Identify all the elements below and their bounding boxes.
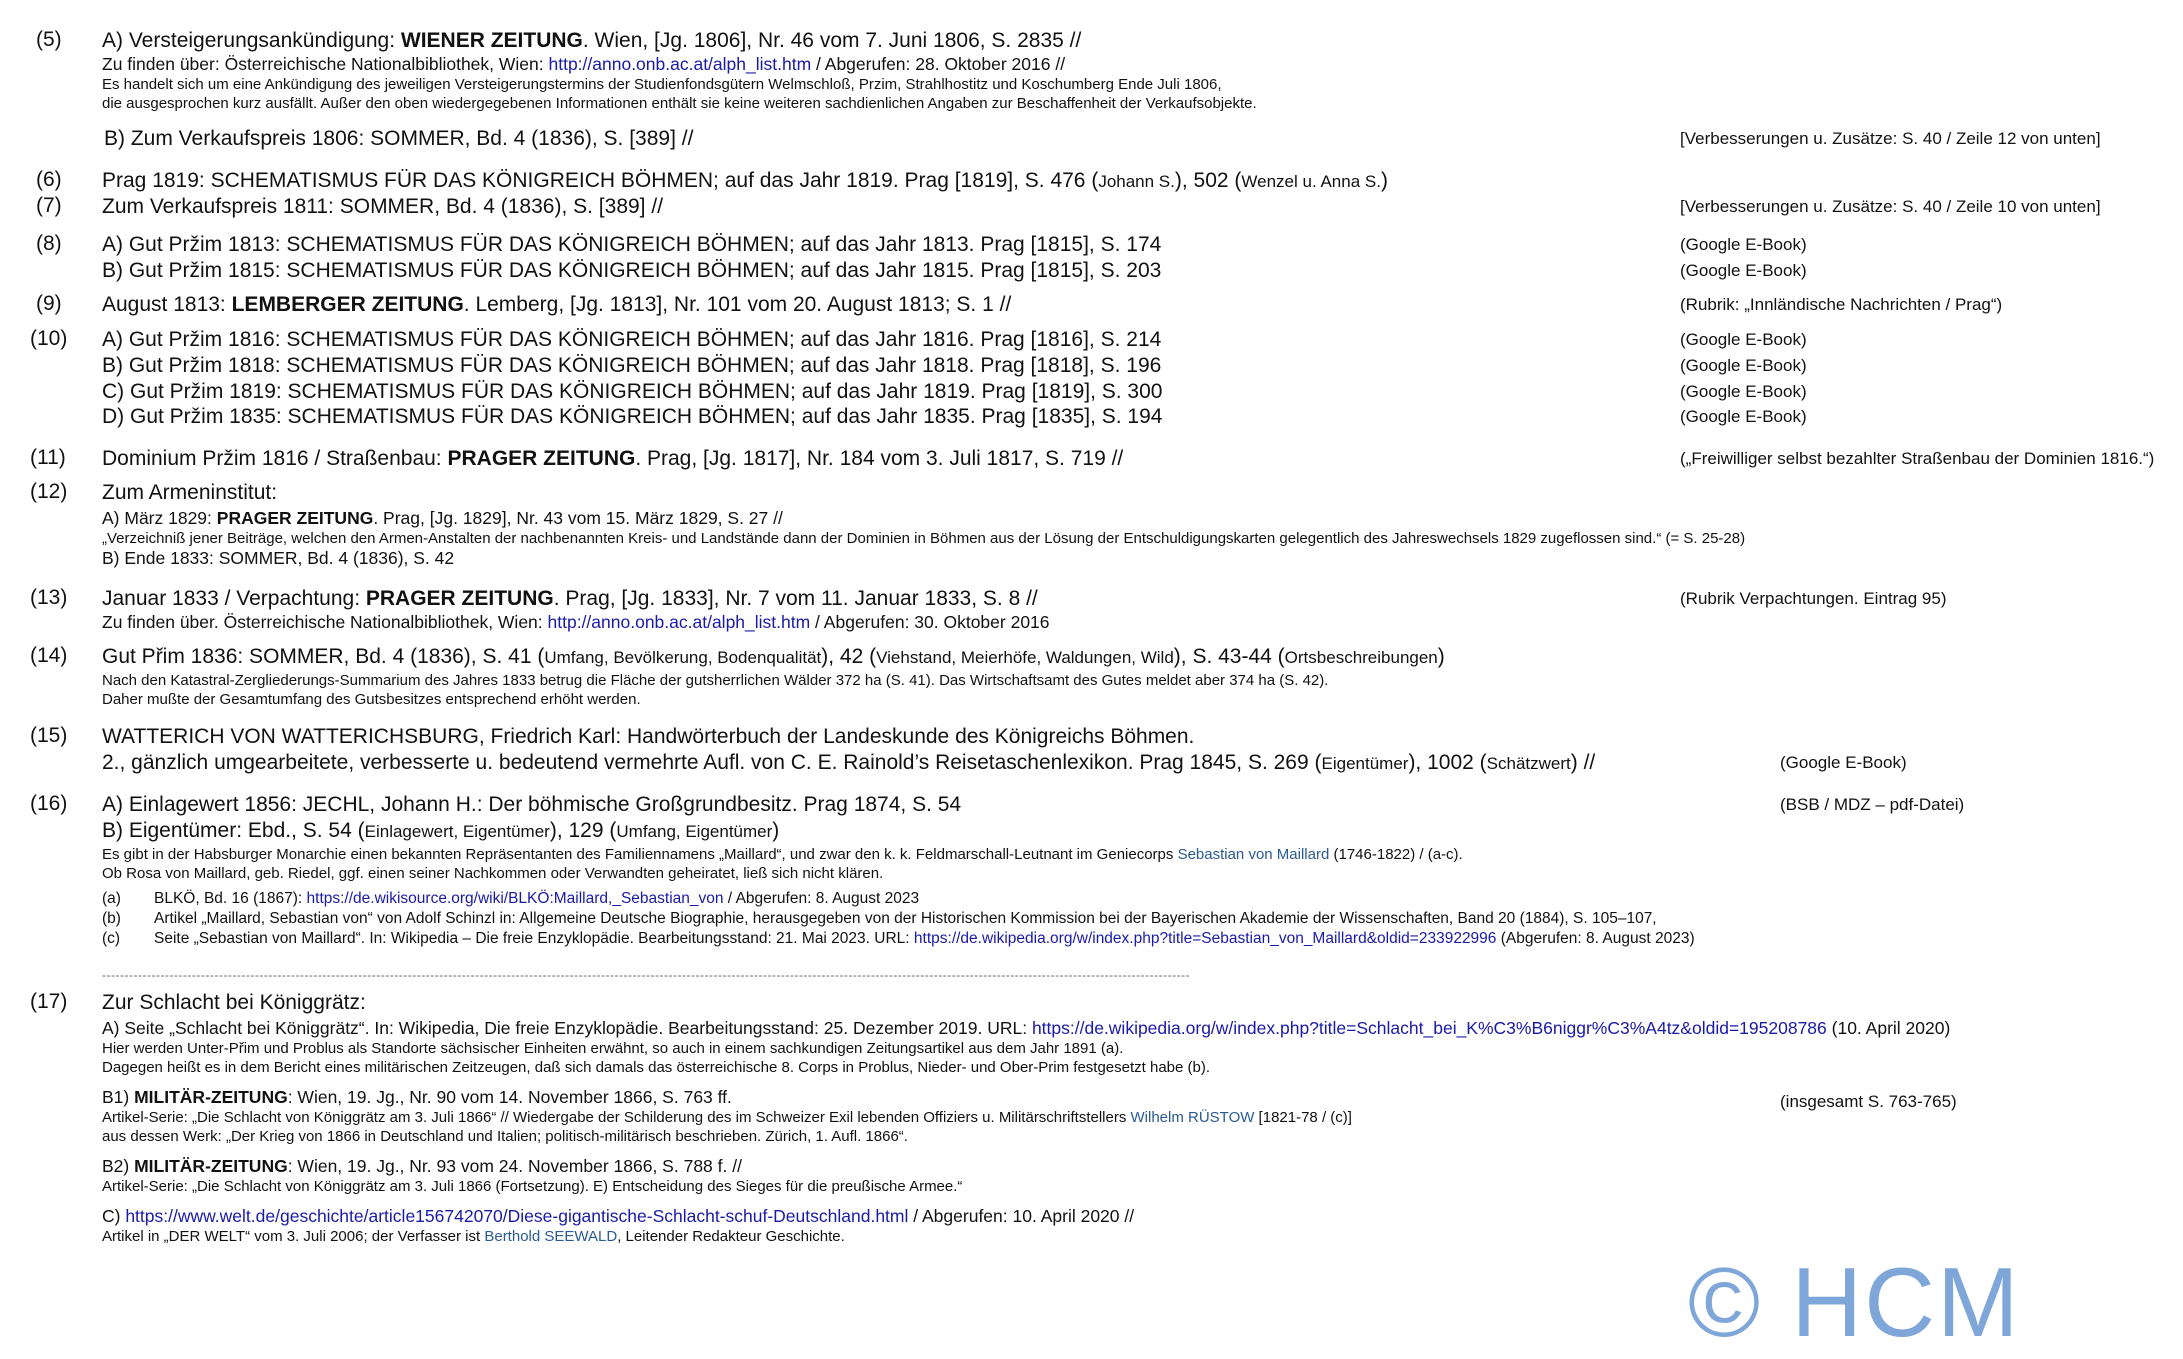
wikipedia-link[interactable]: https://de.wikipedia.org/w/index.php?title=Schlacht_bei_K%C3%B6niggr%C3%A4tz&oldid=195208786 [1031,1018,1827,1038]
entry-17-b2-note: Artikel-Serie: „Die Schlacht von Königgrätz am 3. Juli 1866 (Fortsetzung). E) Entscheidung des Sieges für die preußische Armee.“ [102,1178,963,1195]
newspaper-title: MILITÄR-ZEITUNG [134,1087,288,1107]
copyright-watermark: © HCM [1688,1247,2021,1357]
entry-8-a-source: (Google E-Book) [1680,235,1807,254]
entry-5-a: A) Versteigerungsankündigung: WIENER ZEITUNG. Wien, [Jg. 1806], Nr. 46 vom 7. Juni 1806, S. 2835 // [102,29,1082,52]
entry-16-note-1: Es gibt in der Habsburger Monarchie einen bekannten Repräsentanten des Familiennamens „Maillard“, und zwar den k. k. Feldmarschall-Leutnant im Geniecorps Sebastian von Maillard (1746-1822) / (a-c). [102,846,1463,863]
entry-12-b: B) Ende 1833: SOMMER, Bd. 4 (1836), S. 42 [102,548,455,568]
entry-17-c: C) https://www.welt.de/geschichte/article156742070/Diese-gigantische-Schlacht-schuf-Deutschland.html / Abgerufen: 10. April 2020 // [102,1206,1135,1226]
entry-14-note-1: Nach den Katastral-Zergliederungs-Summarium des Jahres 1833 betrug die Fläche der gutsherrlichen Wälder 372 ha (S. 41). Das Wirtschaftsamt des Gutes meldet aber 374 ha (S. 42). [102,672,1329,689]
entry-number: (14) [30,644,68,667]
entry-15 [102,724,1682,777]
entry-number: (13) [30,586,68,609]
entry-7-source: [Verbesserungen u. Zusätze: S. 40 / Zeile 10 von unten] [1680,197,2101,216]
entry-8-a: A) Gut Pržim 1813: SCHEMATISMUS FÜR DAS KÖNIGREICH BÖHMEN; auf das Jahr 1813. Prag [1815], S. 174 [102,233,1162,256]
newspaper-title: MILITÄR-ZEITUNG [134,1156,288,1176]
entry-15-line-1: WATTERICH VON WATTERICHSBURG, Friedrich Karl: Handwörterbuch der Landeskunde des Königreichs Böhmen. [102,725,1195,748]
maillard-link[interactable]: Sebastian von Maillard [1177,846,1330,863]
entry-8-b-source: (Google E-Book) [1680,261,1807,280]
entry-17-b1: B1) MILITÄR-ZEITUNG: Wien, 19. Jg., Nr. 90 vom 14. November 1866, S. 763 ff. [102,1087,732,1107]
entry-10-a: A) Gut Pržim 1816: SCHEMATISMUS FÜR DAS KÖNIGREICH BÖHMEN; auf das Jahr 1816. Prag [1816], S. 214 [102,328,1162,351]
entry-number: (8) [36,232,62,255]
entry-number: (12) [30,480,68,503]
anno-link[interactable]: http://anno.onb.ac.at/alph_list.htm [548,54,812,74]
entry-5-b-source: [Verbesserungen u. Zusätze: S. 40 / Zeile 12 von unten] [1680,129,2101,148]
entry-14-main: Gut Přim 1836: SOMMER, Bd. 4 (1836), S. 41 (Umfang, Bevölkerung, Bodenqualität), 42 (Viehstand, Meierhöfe, Waldungen, Wild), S. 43-44 (Ortsbeschreibungen) [102,645,1445,668]
entry-5-note-2: die ausgesprochen kurz ausfällt. Außer den oben wiedergegebenen Informationen enthält sie keine weiteren sachdienlichen Angaben zur Beschaffenheit der Verkaufsobjekte. [102,95,1257,112]
entry-16-note-2: Ob Rosa von Maillard, geb. Riedel, ggf. einen seiner Nachkommen oder Verwandten geheiratet, ließ sich nicht klären. [102,865,884,882]
entry-number: (6) [36,168,62,191]
newspaper-title: PRAGER ZEITUNG [216,508,374,528]
newspaper-title: PRAGER ZEITUNG [447,447,636,470]
entry-10-c: C) Gut Pržim 1819: SCHEMATISMUS FÜR DAS KÖNIGREICH BÖHMEN; auf das Jahr 1819. Prag [1819], S. 300 [102,380,1163,403]
entry-number: (17) [30,990,68,1013]
entry-12 [102,480,1746,569]
entry-11-source: („Freiwilliger selbst bezahlter Straßenbau der Dominien 1816.“) [1680,449,2155,468]
entry-10-d: D) Gut Pržim 1835: SCHEMATISMUS FÜR DAS KÖNIGREICH BÖHMEN; auf das Jahr 1835. Prag [1835], S. 194 [102,405,1163,428]
entry-14 [102,644,1682,709]
entry-number: (5) [36,28,62,51]
entry-17-b1-note-2: aus dessen Werk: „Der Krieg von 1866 in Deutschland und Italien; politisch-militärisch beschrieben. Zürich, 1. Aufl. 1866“. [102,1128,908,1145]
entry-17-a: A) Seite „Schlacht bei Königgrätz“. In: Wikipedia, Die freie Enzyklopädie. Bearbeitungsstand: 25. Dezember 2019. URL: https://de.wikipedia.org/w/index.php?title=Schlacht_bei_K%C3%B6niggr%C3%A4tz&oldid=195208786 (10. April 2020) [102,1018,1951,1038]
entry-10-c-source: (Google E-Book) [1680,382,1807,401]
entry-number: (11) [30,446,66,469]
ruestow-link[interactable]: Wilhelm RÜSTOW [1130,1109,1255,1126]
newspaper-title: LEMBERGER ZEITUNG [231,293,464,316]
entry-12-title: Zum Armeninstitut: [102,481,278,504]
entry-number: (16) [30,792,68,815]
newspaper-title: PRAGER ZEITUNG [365,587,554,610]
entry-5 [102,28,1682,113]
entry-5-note-1: Es handelt sich um eine Ankündigung des jeweiligen Versteigerungstermins der Studienfondsgütern Welmschloß, Przim, Strahlhostitz und Koschumberg Ende Juli 1806, [102,76,1222,93]
entry-17-a-note-2: Dagegen heißt es in dem Bericht eines militärischen Zeitzeugen, daß sich damals das österreichische 8. Corps in Problus, Nieder- und Ober-Prim festgesetzt habe (b). [102,1059,1211,1076]
entry-10-b-source: (Google E-Book) [1680,356,1807,375]
entry-number: (15) [30,724,68,747]
seewald-link[interactable]: Berthold SEEWALD [484,1228,618,1245]
entry-16-a-source: (BSB / MDZ – pdf-Datei) [1780,795,1965,814]
entry-10-a-source: (Google E-Book) [1680,330,1807,349]
entry-number: (7) [36,194,62,217]
entry-5-b: B) Zum Verkaufspreis 1806: SOMMER, Bd. 4 (1836), S. [389] // [104,127,694,150]
newspaper-title: WIENER ZEITUNG [400,29,583,52]
footnote-b: (b) Artikel „Maillard, Sebastian von“ von Adolf Schinzl in: Allgemeine Deutsche Biographie, herausgegeben von der Historischen Kommission bei der Bayerischen Akademie der Wissenschaften, Band 20 (1884), S. 105–107, [102,910,1657,927]
entry-17-b1-range: (insgesamt S. 763-765) [1780,1092,1957,1111]
entry-number: (9) [36,292,62,315]
entry-12-a: A) März 1829: PRAGER ZEITUNG. Prag, [Jg. 1829], Nr. 43 vom 15. März 1829, S. 27 // [102,508,783,528]
entry-9: August 1813: LEMBERGER ZEITUNG. Lemberg, [Jg. 1813], Nr. 101 vom 20. August 1813; S. 1 // [102,293,1012,316]
entry-17-a-note-1: Hier werden Unter-Přim und Problus als Standorte sächsischer Einheiten erwähnt, so auch in einem sachkundigen Zeitungsartikel aus dem Jahr 1891 (a). [102,1040,1124,1057]
wikipedia-link[interactable]: https://de.wikipedia.org/w/index.php?title=Sebastian_von_Maillard&oldid=233922996 [913,930,1497,947]
entry-13 [102,586,1682,633]
footnote-a: (a) BLKÖ, Bd. 16 (1867): https://de.wikisource.org/wiki/BLKÖ:Maillard,_Sebastian_von / Abgerufen: 8. August 2023 [102,890,920,907]
welt-link[interactable]: https://www.welt.de/geschichte/article156742070/Diese-gigantische-Schlacht-schuf-Deutschland.html [125,1206,909,1226]
entry-16 [102,792,1682,883]
entry-12-quote: „Verzeichniß jener Beiträge, welchen den Armen-Anstalten der nachbenannten Kreis- und Landstände dann der Dominien in Böhmen aus der Lösung der Entschuldigungskarten gelegentlich des Jahreswechsels 1829 zugeflossen sind.“ (= S. 25-28) [102,530,1746,547]
entry-5-source: Zu finden über: Österreichische Nationalbibliothek, Wien: http://anno.onb.ac.at/alph_list.htm / Abgerufen: 28. Oktober 2016 // [102,54,1066,74]
anno-link[interactable]: http://anno.onb.ac.at/alph_list.htm [547,612,811,632]
entry-17-b1-note-1: Artikel-Serie: „Die Schlacht von Königgrätz am 3. Juli 1866“ // Wiedergabe der Schilderung des im Schweizer Exil lebenden Offiziers u. Militärschriftstellers Wilhelm RÜSTOW [1821-78 / (c)] [102,1109,1352,1126]
entry-16-a: A) Einlagewert 1856: JECHL, Johann H.: Der böhmische Großgrundbesitz. Prag 1874, S. 54 [102,793,962,816]
separator-line: -------------------------------------------------------------------------------------------------------------------------------------------------------------------------------------------------------------------------------------------------- [102,968,1191,982]
entry-17-b2: B2) MILITÄR-ZEITUNG: Wien, 19. Jg., Nr. 93 vom 24. November 1866, S. 788 f. // [102,1156,742,1176]
entry-14-note-2: Daher mußte der Gesamtumfang des Gutsbesitzes entsprechend erhöht werden. [102,691,641,708]
entry-13-main: Januar 1833 / Verpachtung: PRAGER ZEITUNG. Prag, [Jg. 1833], Nr. 7 vom 11. Januar 1833, S. 8 // [102,587,1038,610]
entry-8-b: B) Gut Pržim 1815: SCHEMATISMUS FÜR DAS KÖNIGREICH BÖHMEN; auf das Jahr 1815. Prag [1815], S. 203 [102,259,1162,282]
entry-10-b: B) Gut Pržim 1818: SCHEMATISMUS FÜR DAS KÖNIGREICH BÖHMEN; auf das Jahr 1818. Prag [1818], S. 196 [102,354,1162,377]
wikisource-link[interactable]: https://de.wikisource.org/wiki/BLKÖ:Maillard,_Sebastian_von [306,890,724,907]
entry-9-source: (Rubrik: „Innländische Nachrichten / Prag“) [1680,295,2003,314]
entry-13-source: Zu finden über. Österreichische Nationalbibliothek, Wien: http://anno.onb.ac.at/alph_list.htm / Abgerufen: 30. Oktober 2016 [102,612,1050,632]
entry-7: Zum Verkaufspreis 1811: SOMMER, Bd. 4 (1836), S. [389] // [102,195,664,218]
footnote-c: (c) Seite „Sebastian von Maillard“. In: Wikipedia – Die freie Enzyklopädie. Bearbeitungsstand: 21. Mai 2023. URL: https://de.wikipedia.org/w/index.php?title=Sebastian_von_Maillard&oldid=233922996 (Abgerufen: 8. August 2023) [102,930,1695,947]
entry-17-title: Zur Schlacht bei Königgrätz: [102,991,366,1014]
entry-15-line-2: 2., gänzlich umgearbeitete, verbesserte u. bedeutend vermehrte Aufl. von C. E. Rainold’s Reisetaschenlexikon. Prag 1845, S. 269 (Eigentümer), 1002 (Schätzwert) // [102,751,1596,774]
entry-16-b: B) Eigentümer: Ebd., S. 54 (Einlagewert, Eigentümer), 129 (Umfang, Eigentümer) [102,819,780,842]
entry-11: Dominium Pržim 1816 / Straßenbau: PRAGER ZEITUNG. Prag, [Jg. 1817], Nr. 184 vom 3. Juli 1817, S. 719 // [102,447,1124,470]
entry-13-rubric: (Rubrik Verpachtungen. Eintrag 95) [1680,589,1947,608]
entry-10-d-source: (Google E-Book) [1680,407,1807,426]
entry-6: Prag 1819: SCHEMATISMUS FÜR DAS KÖNIGREICH BÖHMEN; auf das Jahr 1819. Prag [1819], S. 476 (Johann S.), 502 (Wenzel u. Anna S.) [102,169,1388,192]
entry-17-c-note: Artikel in „DER WELT“ vom 3. Juli 2006; der Verfasser ist Berthold SEEWALD, Leitender Redakteur Geschichte. [102,1228,845,1245]
entry-number: (10) [30,327,68,350]
entry-15-source: (Google E-Book) [1780,753,1907,772]
